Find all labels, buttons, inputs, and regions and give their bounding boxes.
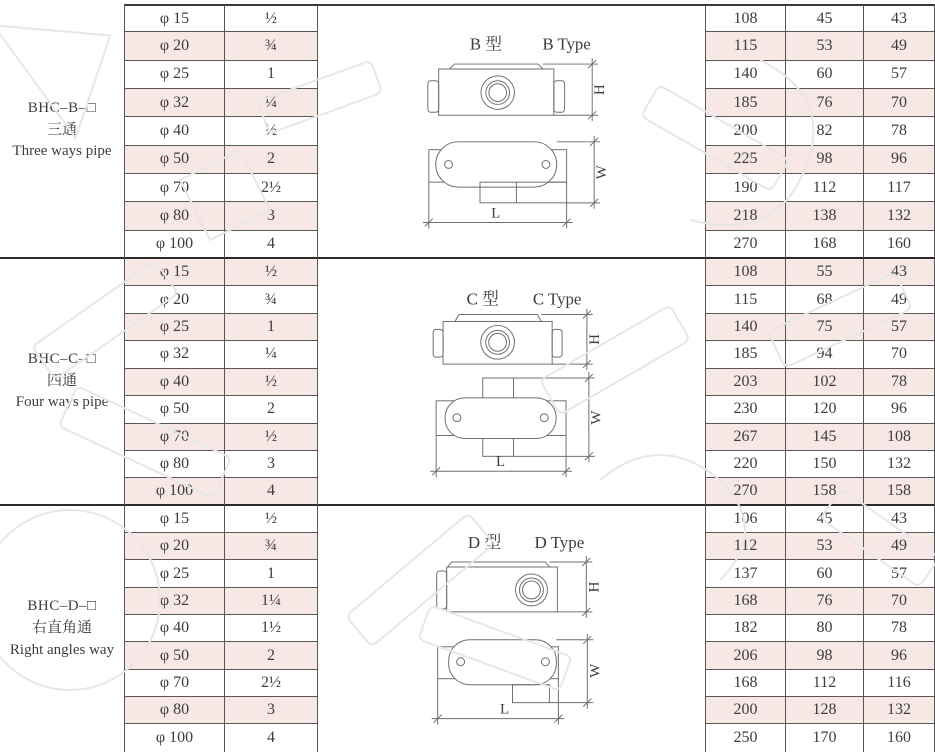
cell-inch: 2½ (225, 174, 318, 202)
cell-w: 60 (786, 61, 864, 89)
cell-l: 220 (706, 451, 786, 478)
cell-dia: φ 25 (125, 61, 225, 89)
cell-h: 132 (864, 202, 935, 230)
cell-w: 128 (786, 697, 864, 724)
cell-h: 49 (864, 286, 935, 313)
cell-w: 75 (786, 314, 864, 341)
cell-w: 80 (786, 615, 864, 642)
cell-inch: 4 (225, 231, 318, 259)
cell-w: 120 (786, 396, 864, 423)
cell-w: 98 (786, 146, 864, 174)
cell-h: 49 (864, 32, 935, 60)
cell-w: 102 (786, 369, 864, 396)
cell-dia: φ 40 (125, 369, 225, 396)
diagram-title-en: D Type (534, 532, 585, 552)
cell-dia: φ 70 (125, 670, 225, 697)
cell-h: 70 (864, 89, 935, 117)
cell-w: 145 (786, 424, 864, 451)
cell-dia: φ 50 (125, 642, 225, 669)
cell-h: 96 (864, 642, 935, 669)
dim-label-w: W (593, 165, 610, 180)
cell-inch: 1 (225, 560, 318, 587)
cell-dia: φ 100 (125, 478, 225, 505)
cell-l: 115 (706, 286, 786, 313)
cell-l: 140 (706, 61, 786, 89)
cell-inch: ½ (225, 506, 318, 533)
diagram-title-en: C Type (532, 289, 582, 309)
cell-inch: 1 (225, 61, 318, 89)
diagram-title-cn: D 型 (467, 532, 502, 552)
model-name-cn: 四通 (46, 372, 77, 389)
cell-dia: φ 80 (125, 451, 225, 478)
cell-inch: ½ (225, 369, 318, 396)
cell-w: 150 (786, 451, 864, 478)
cell-l: 206 (706, 642, 786, 669)
model-code: BHC–D–□ (27, 598, 97, 615)
cell-dia: φ 15 (125, 4, 225, 32)
cell-inch: 2½ (225, 670, 318, 697)
cell-dia: φ 20 (125, 533, 225, 560)
cell-w: 76 (786, 588, 864, 615)
dim-label-h: H (586, 581, 603, 593)
cell-l: 185 (706, 341, 786, 368)
cell-w: 138 (786, 202, 864, 230)
cell-dia: φ 20 (125, 32, 225, 60)
cell-dia: φ 50 (125, 146, 225, 174)
cell-h: 57 (864, 560, 935, 587)
cell-w: 76 (786, 89, 864, 117)
cell-l: 225 (706, 146, 786, 174)
cell-h: 117 (864, 174, 935, 202)
cell-inch: ¾ (225, 286, 318, 313)
cell-w: 112 (786, 174, 864, 202)
cell-h: 43 (864, 506, 935, 533)
cell-h: 49 (864, 533, 935, 560)
dim-label-l: L (491, 205, 501, 222)
cell-dia: φ 32 (125, 588, 225, 615)
cell-inch: 3 (225, 202, 318, 230)
cell-l: 182 (706, 615, 786, 642)
cell-dia: φ 20 (125, 286, 225, 313)
cell-l: 200 (706, 117, 786, 145)
model-name-cn: 右直角通 (31, 619, 92, 636)
dim-label-l: L (499, 701, 510, 718)
cell-w: 170 (786, 724, 864, 751)
c-type-drawing (318, 259, 705, 504)
model-cell-d (0, 506, 125, 752)
cell-dia: φ 25 (125, 560, 225, 587)
spec-table (0, 4, 935, 752)
cell-l: 270 (706, 231, 786, 259)
dim-label-h: H (592, 84, 609, 95)
b-type-drawing (318, 6, 705, 257)
cell-l: 168 (706, 670, 786, 697)
dim-label-w: W (588, 410, 605, 425)
cell-inch: 2 (225, 146, 318, 174)
diagram-d-type (318, 506, 706, 752)
cell-inch: 4 (225, 478, 318, 505)
cell-inch: ½ (225, 259, 318, 286)
cell-h: 57 (864, 314, 935, 341)
cell-w: 82 (786, 117, 864, 145)
cell-w: 53 (786, 533, 864, 560)
cell-h: 57 (864, 61, 935, 89)
cell-dia: φ 100 (125, 231, 225, 259)
cell-dia: φ 100 (125, 724, 225, 751)
cell-w: 45 (786, 4, 864, 32)
cell-h: 78 (864, 615, 935, 642)
cell-w: 60 (786, 560, 864, 587)
cell-h: 108 (864, 424, 935, 451)
model-name-cn: 三通 (46, 121, 77, 138)
cell-inch: 3 (225, 451, 318, 478)
cell-inch: ¾ (225, 32, 318, 60)
cell-w: 94 (786, 341, 864, 368)
dim-label-l: L (496, 454, 506, 471)
cell-h: 43 (864, 259, 935, 286)
diagram-title-en: B Type (542, 34, 591, 54)
cell-h: 70 (864, 588, 935, 615)
cell-inch: ½ (225, 117, 318, 145)
cell-h: 160 (864, 231, 935, 259)
model-cell-b (0, 4, 125, 259)
dim-label-h: H (586, 333, 603, 345)
model-name-en: Three ways pipe (12, 143, 112, 160)
cell-dia: φ 40 (125, 117, 225, 145)
cell-h: 70 (864, 341, 935, 368)
cell-l: 230 (706, 396, 786, 423)
cell-l: 137 (706, 560, 786, 587)
cell-h: 132 (864, 697, 935, 724)
cell-l: 115 (706, 32, 786, 60)
cell-l: 270 (706, 478, 786, 505)
cell-h: 132 (864, 451, 935, 478)
cell-l: 190 (706, 174, 786, 202)
cell-l: 112 (706, 533, 786, 560)
cell-h: 160 (864, 724, 935, 751)
cell-h: 96 (864, 146, 935, 174)
cell-dia: φ 32 (125, 89, 225, 117)
diagram-title-cn: C 型 (466, 289, 499, 309)
diagram-c-type (318, 259, 706, 506)
cell-w: 112 (786, 670, 864, 697)
cell-h: 78 (864, 117, 935, 145)
cell-l: 200 (706, 697, 786, 724)
cell-l: 108 (706, 259, 786, 286)
cell-inch: ½ (225, 4, 318, 32)
cell-w: 158 (786, 478, 864, 505)
cell-dia: φ 80 (125, 697, 225, 724)
diagram-title-cn: B 型 (469, 34, 502, 54)
cell-w: 53 (786, 32, 864, 60)
model-cell-c (0, 259, 125, 506)
cell-w: 168 (786, 231, 864, 259)
cell-inch: 3 (225, 697, 318, 724)
cell-l: 168 (706, 588, 786, 615)
cell-l: 140 (706, 314, 786, 341)
cell-w: 98 (786, 642, 864, 669)
cell-inch: ½ (225, 424, 318, 451)
cell-inch: ¼ (225, 341, 318, 368)
cell-inch: ¾ (225, 533, 318, 560)
cell-l: 185 (706, 89, 786, 117)
cell-l: 218 (706, 202, 786, 230)
cell-w: 45 (786, 506, 864, 533)
cell-dia: φ 50 (125, 396, 225, 423)
cell-inch: ¼ (225, 89, 318, 117)
cell-dia: φ 25 (125, 314, 225, 341)
cell-l: 267 (706, 424, 786, 451)
dim-label-w: W (587, 663, 604, 678)
cell-l: 108 (706, 4, 786, 32)
cell-l: 250 (706, 724, 786, 751)
model-code: BHC–C–□ (27, 350, 97, 367)
cell-l: 203 (706, 369, 786, 396)
cell-h: 158 (864, 478, 935, 505)
cell-inch: 1¼ (225, 588, 318, 615)
cell-dia: φ 70 (125, 174, 225, 202)
model-name-en: Four ways pipe (15, 394, 109, 411)
cell-dia: φ 15 (125, 259, 225, 286)
model-code: BHC–B–□ (27, 99, 97, 116)
d-type-drawing (318, 506, 705, 752)
cell-h: 96 (864, 396, 935, 423)
cell-inch: 2 (225, 396, 318, 423)
cell-dia: φ 32 (125, 341, 225, 368)
cell-dia: φ 15 (125, 506, 225, 533)
cell-inch: 1½ (225, 615, 318, 642)
cell-dia: φ 70 (125, 424, 225, 451)
diagram-b-type (318, 4, 706, 259)
cell-h: 43 (864, 4, 935, 32)
cell-w: 68 (786, 286, 864, 313)
cell-inch: 1 (225, 314, 318, 341)
cell-h: 78 (864, 369, 935, 396)
cell-l: 106 (706, 506, 786, 533)
cell-h: 116 (864, 670, 935, 697)
model-name-en: Right angles way (9, 641, 115, 658)
cell-dia: φ 80 (125, 202, 225, 230)
cell-inch: 4 (225, 724, 318, 751)
cell-dia: φ 40 (125, 615, 225, 642)
cell-w: 55 (786, 259, 864, 286)
cell-inch: 2 (225, 642, 318, 669)
